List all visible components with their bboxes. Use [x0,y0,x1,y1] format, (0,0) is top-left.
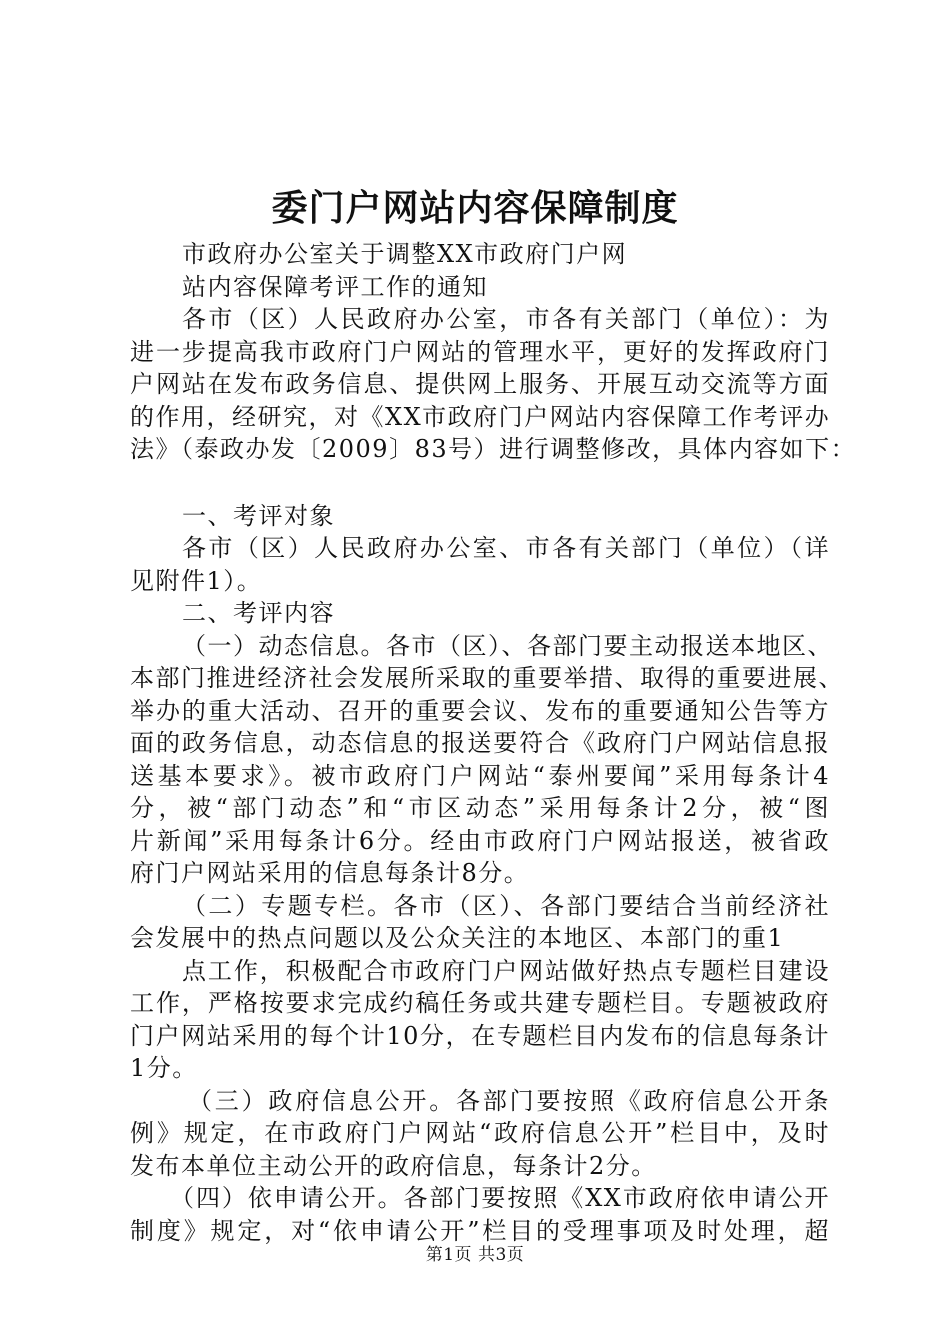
body-line: 法》（泰政办发〔2009〕83号）进行调整修改，具体内容如下： [130,435,857,463]
body-line: 本部门推进经济社会发展所采取的重要举措、取得的重要进展、 [130,664,844,692]
body-line: 工作，严格按要求完成约稿任务或共建专题栏目。专题被政府 [130,989,830,1017]
body-line: 各市（区）人民政府办公室，市各有关部门（单位）：为 [182,305,830,333]
body-line: 见附件1）。 [130,566,263,595]
body-line: 1分。 [130,1054,198,1082]
body-line: 户网站在发布政务信息、提供网上服务、开展互动交流等方面 [130,370,830,398]
body-line: 例》规定，在市政府门户网站“政府信息公开”栏目中，及时 [130,1119,830,1147]
body-line: 会发展中的热点问题以及公众关注的本地区、本部门的重1 [130,924,785,952]
body-line: 进一步提高我市政府门户网站的管理水平，更好的发挥政府门 [130,337,830,366]
body-line: （三）政府信息公开。各部门要按照《政府信息公开条 [188,1086,830,1115]
body-line: 门户网站采用的每个计10分，在专题栏目内发布的信息每条计 [130,1021,830,1050]
body-line: 举办的重大活动、召开的重要会议、发布的重要通知公告等方 [130,696,830,725]
body-line: 站内容保障考评工作的通知 [182,272,488,301]
document-title: 委门户网站内容保障制度 [271,187,679,229]
body-line: （四）依申请公开。各部门要按照《XX市政府依申请公开 [170,1184,830,1212]
body-line: 送基本要求》。被市政府门户网站“泰州要闻”采用每条计4 [130,761,830,790]
body-line: 市政府办公室关于调整XX市政府门户网 [182,240,628,268]
body-line: 制度》规定，对“依申请公开”栏目的受理事项及时处理，超 [130,1216,830,1245]
body-line: 二、考评内容 [182,599,335,627]
document-body [130,238,857,1247]
body-line: 分，被“部门动态”和“市区动态”采用每条计2分，被“图 [130,794,830,822]
body-line: 的作用，经研究，对《XX市政府门户网站内容保障工作考评办 [130,402,831,431]
body-line: 一、考评对象 [182,501,335,530]
body-line: 片新闻”采用每条计6分。经由市政府门户网站报送，被省政 [130,826,830,855]
body-line: 点工作，积极配合市政府门户网站做好热点专题栏目建设 [182,956,830,985]
body-line: 发布本单位主动公开的政府信息，每条计2分。 [130,1151,657,1180]
page-number: 第1页 共3页 [425,1245,525,1265]
body-line: 面的政务信息，动态信息的报送要符合《政府门户网站信息报 [130,729,830,757]
body-line: 各市（区）人民政府办公室、市各有关部门（单位）（详 [182,534,830,562]
body-line: 府门户网站采用的信息每条计8分。 [130,859,530,887]
body-line: （一）动态信息。各市（区）、各部门要主动报送本地区、 [182,631,833,660]
body-line: （二）专题专栏。各市（区）、各部门要结合当前经济社 [182,891,830,920]
